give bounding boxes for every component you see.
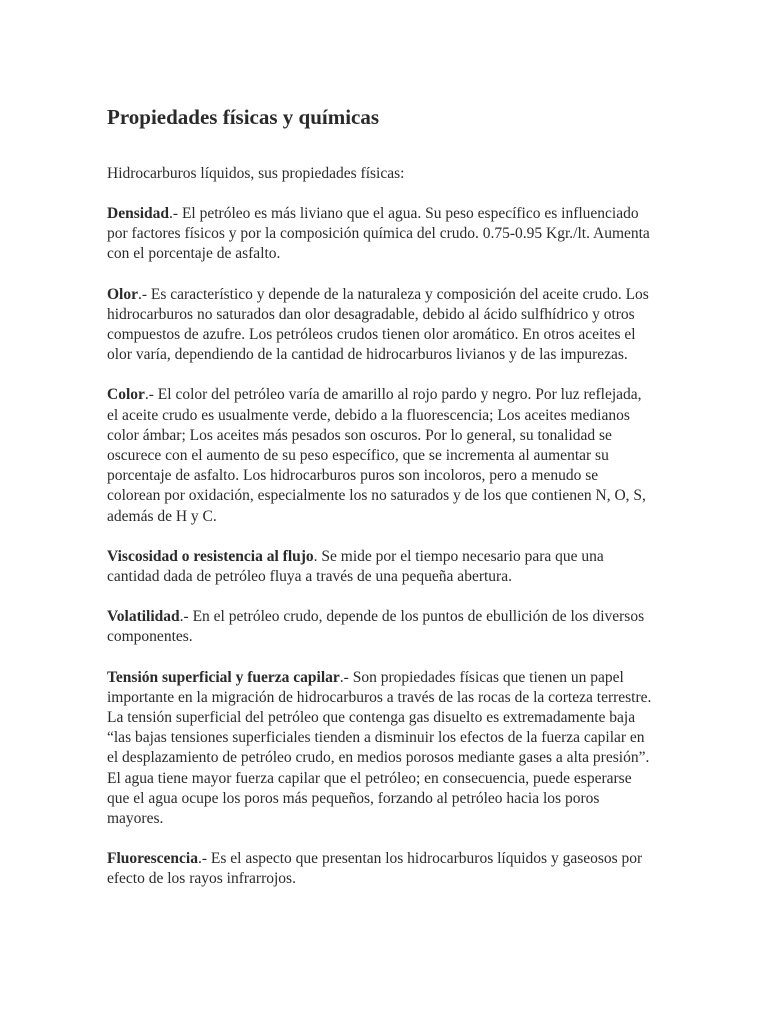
section-term: Fluorescencia [107, 850, 198, 868]
section-text: .- El color del petróleo varía de amarillo al rojo pardo y negro. Por luz reflejada, el aceite crudo es usualmente verde, debido a la fluorescencia; Los aceites medianos color ámbar; Los aceites más pesados son oscuros. Por lo general, su tonalidad se oscurece con el aumento de su peso específico, que se incrementa al aumentar su porcentaje de asfalto. Los hidrocarburos puros son incoloros, pero a menudo se colorean por oxidación, especialmente los no saturados y de los que contienen N, O, S, además de H y C. [107, 386, 646, 525]
section-text: .- En el petróleo crudo, depende de los puntos de ebullición de los diversos componentes. [107, 608, 645, 646]
section-text: . Se mide por el tiempo necesario para que una cantidad dada de petróleo fluya a través de una pequeña abertura. [107, 547, 604, 586]
section-text: .- El petróleo es más liviano que el agua. Su peso específico es influenciado por factores físicos y por la composición química del crudo. 0.75-0.95 Kgr./lt. Aumenta con el porcentaje de asfalto. [107, 205, 650, 263]
section-olor [107, 285, 652, 366]
section-viscosidad [107, 547, 652, 587]
section-fluorescencia [107, 849, 652, 889]
section-text: .- Es el aspecto que presentan los hidrocarburos líquidos y gaseosos por efecto de los rayos infrarrojos. [107, 850, 643, 888]
document-page [107, 100, 652, 910]
section-term: Olor [107, 285, 138, 303]
section-term: Viscosidad o resistencia al flujo [107, 547, 314, 565]
section-term: Densidad [107, 205, 170, 222]
section-term: Tensión superficial y fuerza capilar [107, 668, 340, 686]
section-tension-superficial [107, 668, 652, 830]
document-title: Propiedades físicas y químicas [107, 105, 380, 129]
section-text: .- Son propiedades físicas que tienen un papel importante en la migración de hidrocarburos a través de las rocas de la corteza terrestre. La tensión superficial del petróleo que contenga gas disuelto es extremadamente baja “las bajas tensiones superficiales tienden a disminuir los efectos de la fuerza capilar en el desplazamiento de petróleo crudo, en medios porosos mediante gases a alta presión”. El agua tiene mayor fuerza capilar que el petróleo; en consecuencia, puede esperarse que el agua ocupe los poros más pequeños, forzando al petróleo hacia los poros mayores. [107, 668, 652, 828]
section-term: Volatilidad [107, 608, 180, 626]
intro-paragraph: Hidrocarburos líquidos, sus propiedades físicas: [107, 165, 405, 182]
section-term: Color [107, 386, 145, 404]
section-text: .- Es característico y depende de la naturaleza y composición del aceite crudo. Los hidrocarburos no saturados dan olor desagradable, debido al ácido sulfhídrico y otros compuestos de azufre. Los petróleos crudos tienen olor aromático. En otros aceites el olor varía, dependiendo de la cantidad de hidrocarburos livianos y de las impurezas. [107, 285, 649, 364]
section-color [107, 385, 652, 526]
section-volatilidad [107, 607, 652, 647]
section-densidad [107, 204, 652, 265]
